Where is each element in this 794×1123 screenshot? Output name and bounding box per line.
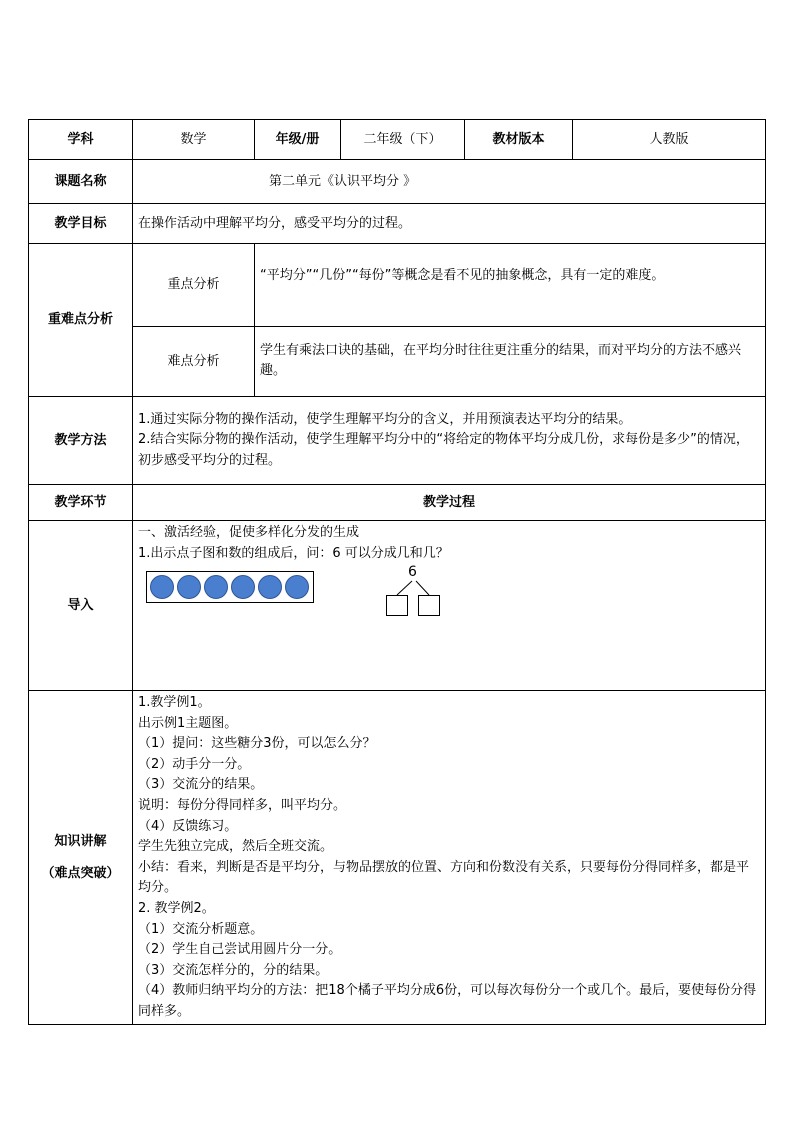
subject-value: 数学: [133, 120, 255, 160]
dot: [150, 575, 174, 599]
edition-label: 教材版本: [465, 120, 573, 160]
lesson-title-label: 课题名称: [29, 160, 133, 204]
key-point-row: [29, 244, 766, 327]
intro-line-2: 1.出示点子图和数的组成后，问：6 可以分成几和几？: [138, 545, 449, 561]
process-stage-label: 教学环节: [29, 485, 133, 521]
number-bond-lines: [383, 564, 445, 596]
intro-label: 导入: [29, 521, 133, 691]
intro-diagram: [138, 564, 760, 674]
knowledge-line: （4）教师归纳平均分的方法：把18个橘子平均分成6份，可以每次每份分一个或几个。最后，要使每份分得同样多。: [138, 983, 757, 1019]
dot: [204, 575, 228, 599]
dot: [285, 575, 309, 599]
header-row: [29, 120, 766, 160]
knowledge-line: （1）提问：这些糖分3份，可以怎么分？: [138, 736, 376, 752]
process-title: 教学过程: [133, 485, 766, 521]
subject-label: 学科: [29, 120, 133, 160]
key-point-label: 重点分析: [133, 244, 255, 327]
knowledge-line: 学生先独立完成，然后全班交流。: [138, 839, 334, 855]
knowledge-line: （3）交流怎样分的，分的结果。: [138, 962, 329, 978]
difficulty-text: 学生有乘法口诀的基础，在平均分时往往更注重分的结果，而对平均分的方法不感兴趣。: [255, 327, 766, 397]
knowledge-line: （1）交流分析题意。: [138, 921, 264, 937]
intro-line-1: 一、激活经验，促使多样化分发的生成: [138, 525, 360, 540]
lesson-title-value: [133, 160, 766, 204]
process-header-row: [29, 485, 766, 521]
number-bond: [383, 564, 445, 624]
dot-card: [146, 571, 314, 603]
difficulty-row: [29, 327, 766, 397]
knowledge-line: （3）交流分的结果。: [138, 777, 264, 793]
knowledge-line: （2）学生自己尝试用圆片分一分。: [138, 942, 342, 958]
number-bond-top: 6: [408, 564, 417, 581]
intro-content: [133, 521, 766, 691]
grade-label: 年级/册: [255, 120, 341, 160]
knowledge-content: [133, 691, 766, 1025]
knowledge-label-cell: [29, 691, 133, 1025]
knowledge-line: （4）反馈练习。: [138, 818, 238, 834]
goals-text: 在操作活动中理解平均分，感受平均分的过程。: [133, 204, 766, 244]
knowledge-line: 2. 教学例2。: [138, 900, 215, 916]
knowledge-line: 1.教学例1。: [138, 695, 211, 710]
knowledge-line: （2）动手分一分。: [138, 756, 251, 772]
knowledge-line: 说明：每份分得同样多，叫平均分。: [138, 797, 347, 813]
lesson-title-row: [29, 160, 766, 204]
dot: [177, 575, 201, 599]
edition-value: 人教版: [573, 120, 766, 160]
methods-row: [29, 397, 766, 485]
number-bond-right-box: [418, 595, 440, 616]
lesson-title-text: 第二单元《认识平均分 》: [269, 173, 417, 189]
dot: [231, 575, 255, 599]
goals-row: [29, 204, 766, 244]
methods-label: 教学方法: [29, 397, 133, 485]
grade-value: 二年级（下）: [341, 120, 465, 160]
intro-row: [29, 521, 766, 691]
goals-label: 教学目标: [29, 204, 133, 244]
knowledge-label: 知识讲解: [54, 833, 107, 849]
knowledge-row: [29, 691, 766, 1025]
difficulty-label: 难点分析: [133, 327, 255, 397]
dot: [258, 575, 282, 599]
methods-text: [133, 397, 766, 485]
methods-line-2: 2.结合实际分物的操作活动，使学生理解平均分中的“将给定的物体平均分成几份，求每份是多少”的情况，初步感受平均分的过程。: [138, 432, 749, 468]
key-point-text: “平均分”“几份”“每份”等概念是看不见的抽象概念，具有一定的难度。: [255, 244, 766, 327]
knowledge-line: 小结：看来，判断是否是平均分，与物品摆放的位置、方向和份数没有关系，只要每份分得同样多，都是平均分。: [138, 859, 750, 896]
number-bond-left-box: [386, 595, 408, 616]
analysis-label: 重难点分析: [29, 244, 133, 397]
knowledge-line: 出示例1主题图。: [138, 715, 238, 731]
knowledge-sublabel: （难点突破）: [41, 865, 120, 881]
methods-line-1: 1.通过实际分物的操作活动，使学生理解平均分的含义，并用预演表达平均分的结果。: [138, 411, 632, 427]
lesson-plan-table: [28, 119, 766, 1025]
